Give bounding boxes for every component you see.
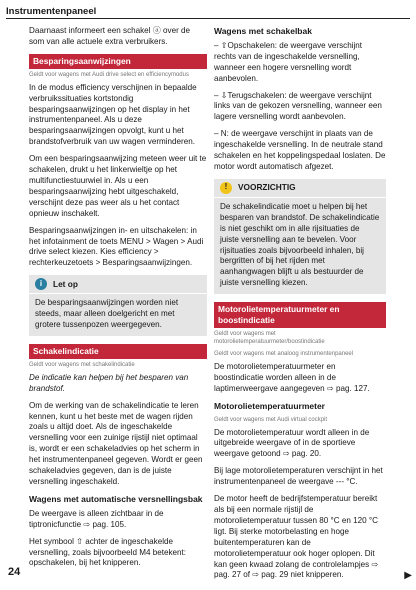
- next-page-arrow-icon: ▶: [404, 570, 412, 581]
- section-title-schakelindicatie: Schakelindicatie: [29, 344, 207, 359]
- besparing-paragraph-1: In de modus efficiency verschijnen in bepaalde verbruikssituaties kortstondig besparingsaanwijzingen op het display in het instrumentenpaneel. Als u deze besparingsaanwijzingen opvolgt, kunt u het brandstofverbruik van uw wagen verminderen.: [29, 82, 197, 147]
- heading-manual: Wagens met schakelbak: [214, 26, 312, 36]
- info-icon: i: [35, 278, 47, 290]
- note-title: Let op: [53, 278, 78, 289]
- note-header: [29, 275, 207, 294]
- schakel-intro: De indicatie kan helpen bij het besparen van brandstof.: [29, 372, 189, 393]
- section-scope-analoog: Geldt voor wagens met analoog instrumentenpaneel: [214, 350, 354, 357]
- warning-title: VOORZICHTIG: [238, 182, 296, 193]
- motorolie-paragraph-1: De motorolietemperatuurmeter en boostindicatie worden alleen in de laptimerweergave aangegeven ⇨ pag. 127.: [214, 361, 370, 393]
- page-header: [0, 0, 416, 22]
- section-scope-virtual-cockpit: Geldt voor wagens met Audi virtual cockpit: [214, 416, 328, 423]
- automatic-paragraph-1: De weergave is alleen zichtbaar in de tiptronicfunctie ⇨ pag. 105.: [29, 508, 164, 529]
- warning-icon: !: [220, 182, 232, 194]
- page-title: Instrumentenpaneel: [6, 6, 97, 17]
- header-divider: [6, 18, 410, 19]
- bullet-upshift: – ⇧Opschakelen: de weergave verschijnt rechts van de ingeschakelde versnelling, wanneer een hogere versnelling wordt aanbevolen.: [214, 40, 363, 83]
- warning-box: [214, 179, 386, 294]
- bullet-downshift: – ⇩Terugschakelen: de weergave verschijnt links van de gekozen versnelling, wanneer een lagere versnelling wordt aanbevolen.: [214, 90, 382, 122]
- automatic-paragraph-2: Het symbool ⇧ achter de ingeschakelde versnelling, zoals bijvoorbeeld M4 betekent: opschakelen, bij het knipperen.: [29, 536, 187, 568]
- section-scope-besparing: Geldt voor wagens met Audi drive select en efficiencymodus: [29, 71, 189, 78]
- besparing-paragraph-2: Om een besparingsaanwijzing meteen weer uit te schakelen, drukt u het linkerwieltje op het multifunctiestuurwiel in. Als u een besparingsaanwijzing hebt uitgeschakeld, verschijnt deze pas weer als u het contact opnieuw inschakelt.: [29, 154, 207, 218]
- motorolie-paragraph-4: De motor heeft de bedrijfstemperatuur bereikt als bij een normale rijstijl de motorolietemperatuur tussen 80 °C en 120 °C ligt. Bij sterke motorbelasting en hoge buitentemperaturen kan de motorolietemperatuur ook hoger oplopen. Dit kan geen kwaad zolang de controlelampjes ⇨ pag. 27 of ⇨ pag. 29 niet knipperen.: [214, 494, 379, 580]
- warning-header: [214, 179, 386, 198]
- warning-body: De schakelindicatie moet u helpen bij het besparen van brandstof. De schakelindicatie is niet geschikt om in alle rijsituaties de juiste versnelling aan te bevelen. Voor rijsituaties zoals bijvoorbeeld inhalen, bij bergritten of bij het rijden met aanhangwagen blijft u als bestuurder de juiste versnelling kiezen.: [220, 201, 380, 288]
- motorolie-paragraph-2: De motorolietemperatuur wordt alleen in de uitgebreide weergave of in de sportieve weergave getoond ⇨ pag. 20.: [214, 427, 370, 459]
- note-body: De besparingsaanwijzingen worden niet steeds, maar alleen doelgericht en met grotere tussenpozen weergegeven.: [35, 298, 179, 330]
- section-title-besparing: Besparingsaanwijzingen: [29, 54, 207, 69]
- heading-motorolietemp: Motorolietemperatuurmeter: [214, 400, 325, 411]
- right-column: [214, 26, 386, 587]
- left-column: [29, 26, 207, 575]
- page-number: 24: [8, 566, 21, 578]
- section-scope-schakelindicatie: Geldt voor wagens met schakelindicatie: [29, 361, 135, 368]
- section-scope-motorolie: Geldt voor wagens met motorolietemperatuurmeter/boostindicatie: [214, 330, 325, 345]
- bullet-neutral: – N: de weergave verschijnt in plaats van de ingeschakelde versnelling. In de neutrale stand schakelen en het koppelingspedaal loslaten. De motor wordt automatisch afgezet.: [214, 129, 386, 171]
- schakel-paragraph: Om de werking van de schakelindicatie te leren kennen, kunt u het beste met de wagen rijden zoals u altijd doet. Als de ingeschakelde versnelling voor een zuinige rijstijl niet optimaal is, wordt er een schakeladvies op het scherm in het instrumentenpaneel gegeven. Wordt er geen schakeladvies gegeven, dan is de juiste versnelling ingeschakeld.: [29, 400, 203, 486]
- intro-paragraph: Daarnaast informeert een schakel ⓐ over de som van alle actuele extra verbruikers.: [29, 26, 191, 46]
- section-title-motorolie: Motorolietemperatuurmeter en boostindicatie: [214, 302, 386, 328]
- motorolie-paragraph-3: Bij lage motorolietemperaturen verschijnt in het instrumentenpaneel de weergave --- °C.: [214, 466, 383, 487]
- heading-automatic: Wagens met automatische versnellingsbak: [29, 493, 203, 504]
- note-box-let-op: [29, 275, 207, 336]
- besparing-paragraph-3: Besparingsaanwijzingen in- en uitschakelen: in het infotainment de toets MENU > Wagen > Audi drive select kiezen. Kies efficiency > rechterkeuzetoets > Besparingsaanwijzingen.: [29, 225, 204, 268]
